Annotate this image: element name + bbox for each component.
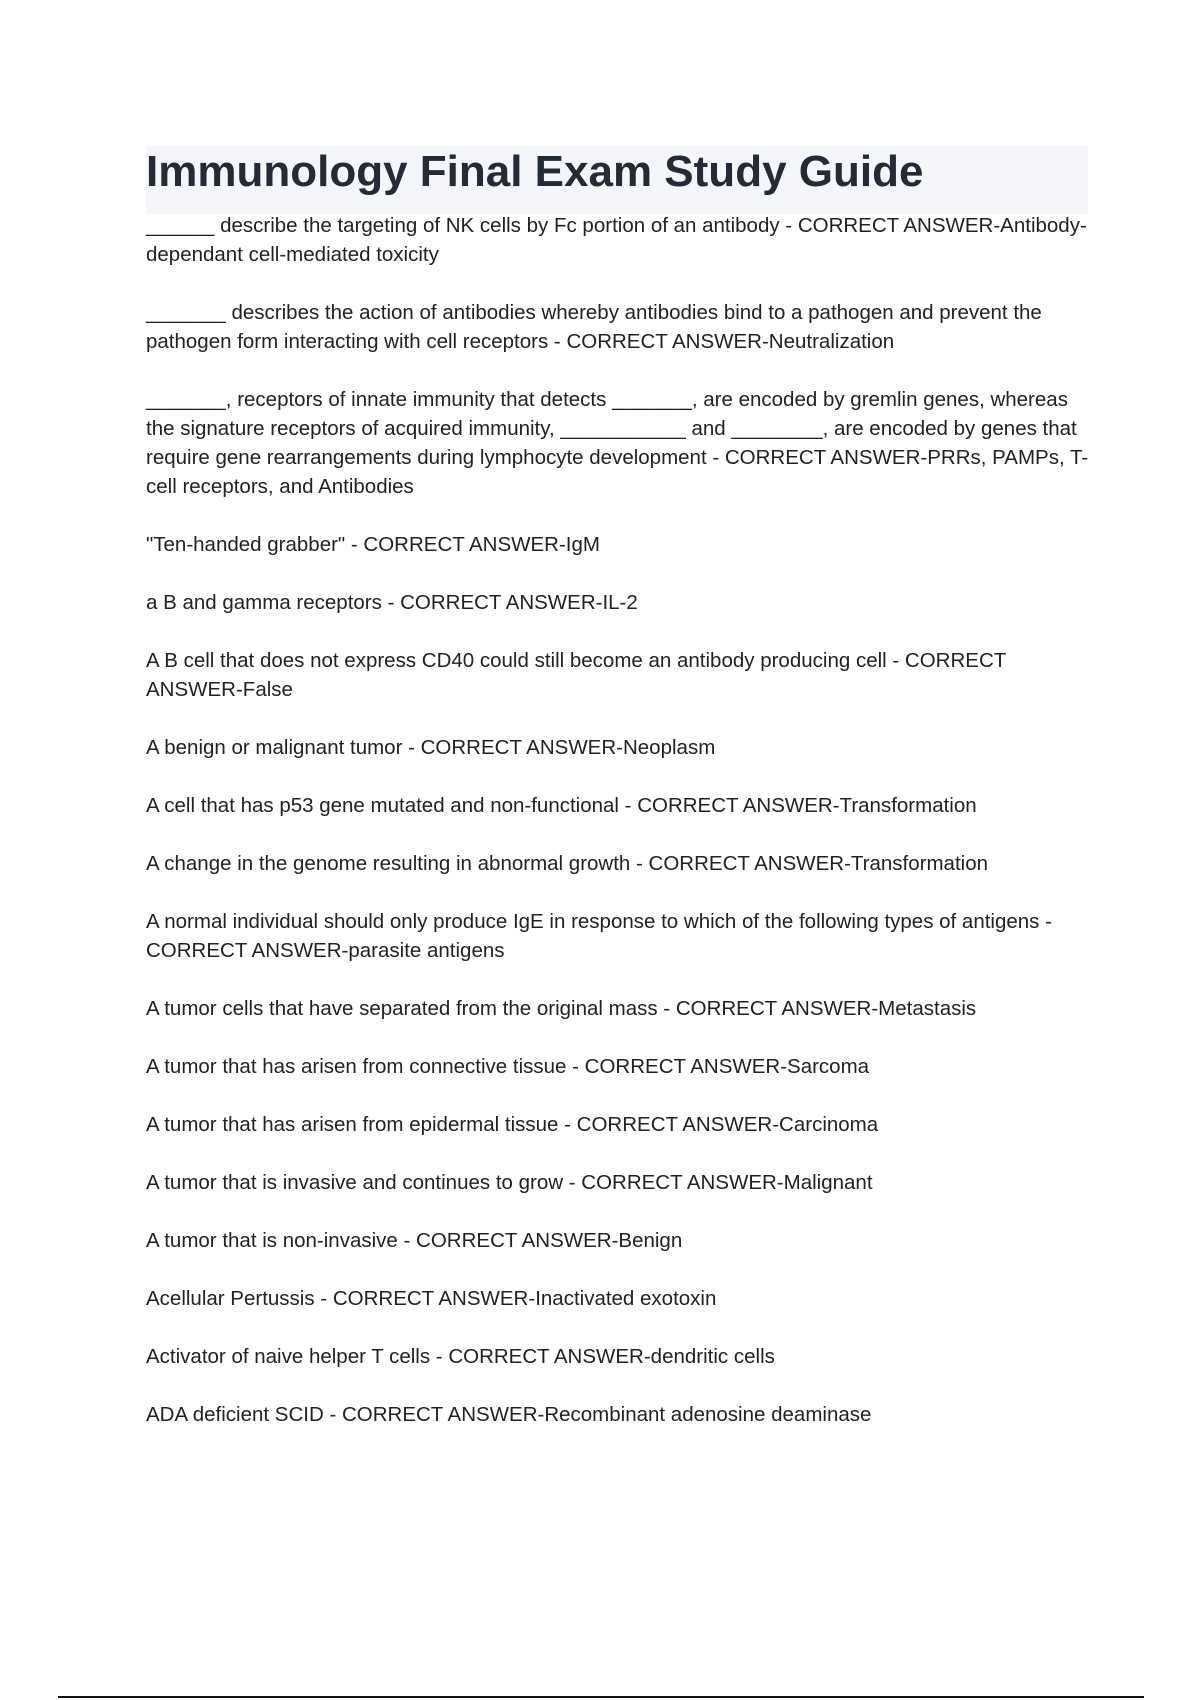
qa-item: A change in the genome resulting in abnormal growth - CORRECT ANSWER-Transformation — [146, 852, 989, 875]
page-title: Immunology Final Exam Study Guide — [146, 147, 924, 196]
qa-item: _______, receptors of innate immunity that detects _______, are encoded by gremlin genes, whereas the signature receptors of acquired immunity, ___________ and ________, are encoded by genes that require gene rearrangements during lymphocyte development - CORRECT ANSWER-PRRs, PAMPs, T-cell receptors, and Antibodies — [146, 388, 1089, 498]
qa-item: A B cell that does not express CD40 could still become an antibody producing cell - CORRECT ANSWER-False — [146, 649, 1006, 701]
qa-item: ______ describe the targeting of NK cells by Fc portion of an antibody - CORRECT ANSWER-Antibody-dependant cell-mediated toxicity — [146, 214, 1087, 266]
qa-item: a B and gamma receptors - CORRECT ANSWER-IL-2 — [146, 591, 638, 614]
qa-item: A benign or malignant tumor - CORRECT ANSWER-Neoplasm — [146, 736, 716, 759]
qa-item: Activator of naive helper T cells - CORRECT ANSWER-dendritic cells — [146, 1345, 775, 1368]
question-answer-list — [146, 211, 1090, 1458]
qa-item: A tumor that has arisen from epidermal tissue - CORRECT ANSWER-Carcinoma — [146, 1113, 879, 1136]
qa-item: A tumor cells that have separated from the original mass - CORRECT ANSWER-Metastasis — [146, 997, 977, 1020]
qa-item: A tumor that is invasive and continues to grow - CORRECT ANSWER-Malignant — [146, 1171, 873, 1194]
qa-item: A cell that has p53 gene mutated and non-functional - CORRECT ANSWER-Transformation — [146, 794, 977, 817]
qa-item: _______ describes the action of antibodies whereby antibodies bind to a pathogen and prevent the pathogen form interacting with cell receptors - CORRECT ANSWER-Neutralization — [146, 301, 1042, 353]
qa-item: A normal individual should only produce IgE in response to which of the following types of antigens - CORRECT ANSWER-parasite antigens — [146, 910, 1052, 962]
qa-item: A tumor that is non-invasive - CORRECT ANSWER-Benign — [146, 1229, 683, 1252]
qa-item: A tumor that has arisen from connective tissue - CORRECT ANSWER-Sarcoma — [146, 1055, 870, 1078]
qa-item: ADA deficient SCID - CORRECT ANSWER-Recombinant adenosine deaminase — [146, 1403, 872, 1426]
qa-item: Acellular Pertussis - CORRECT ANSWER-Inactivated exotoxin — [146, 1287, 717, 1310]
footer-rule — [58, 1696, 1144, 1698]
qa-item: "Ten-handed grabber" - CORRECT ANSWER-IgM — [146, 533, 600, 556]
